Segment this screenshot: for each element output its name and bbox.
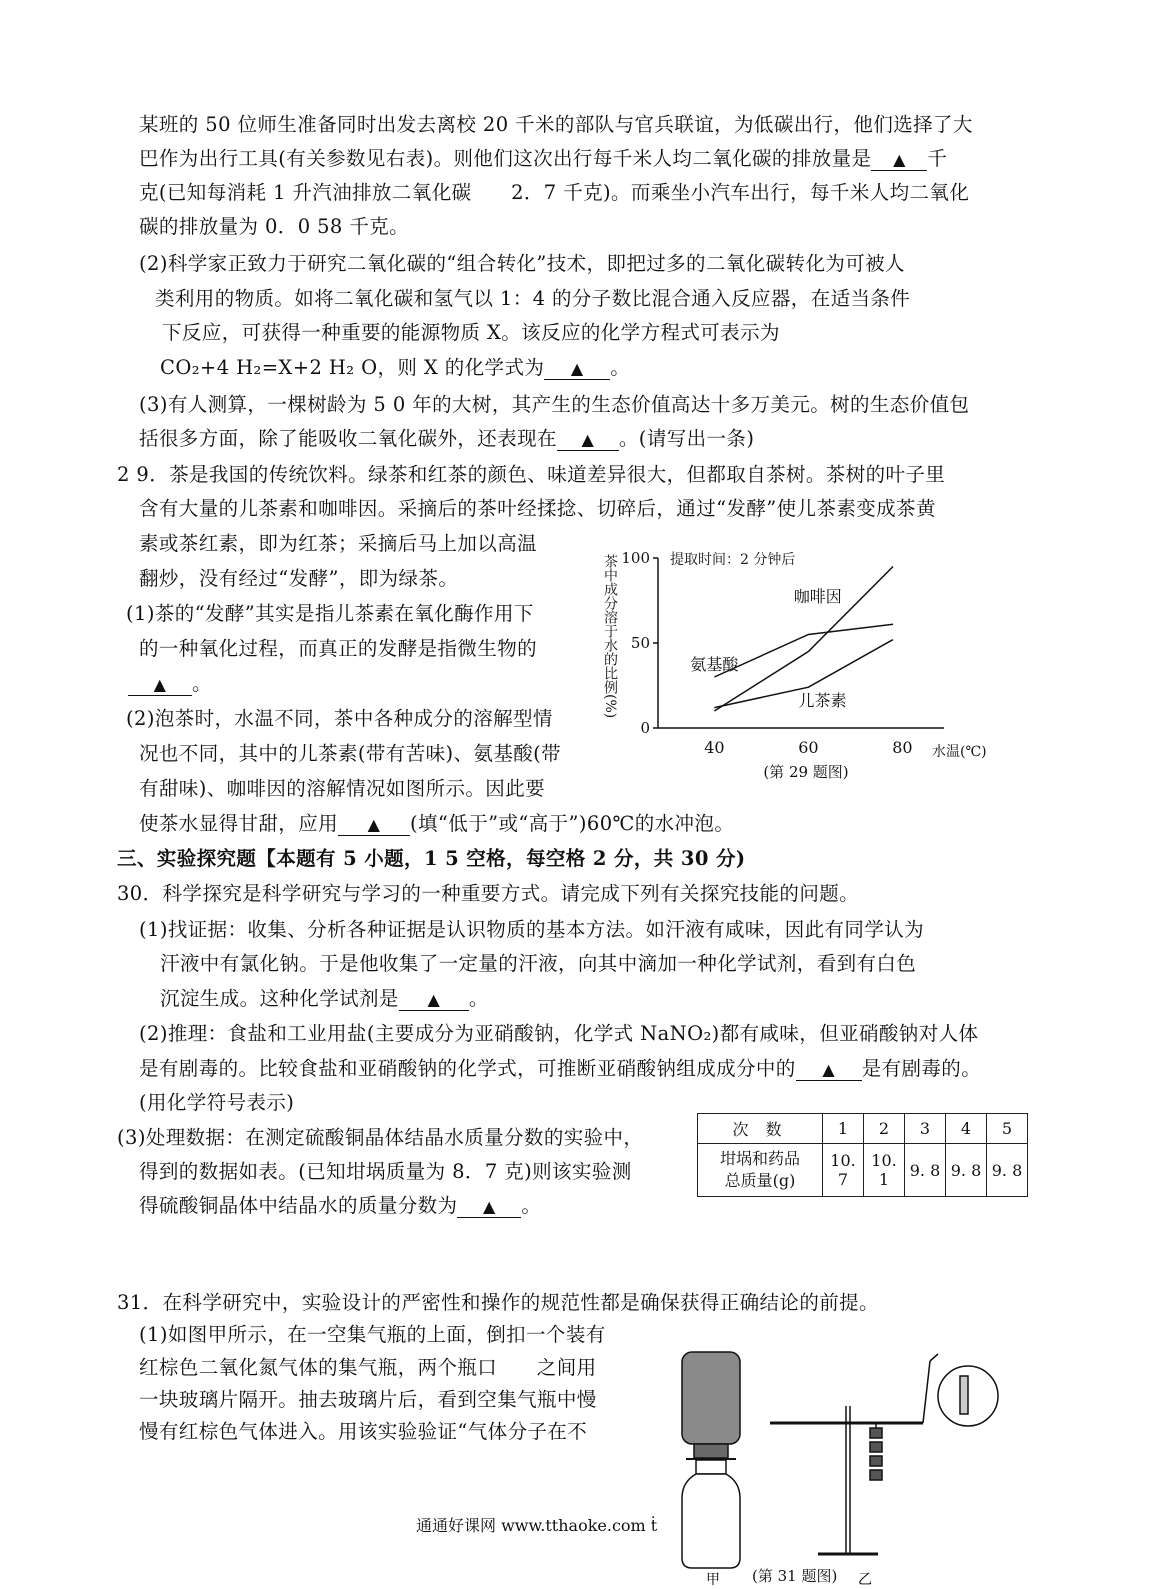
chart-caption: (第 29 题图) [763, 763, 849, 781]
x-tick-label: 80 [892, 738, 913, 757]
q28-part2-line4 [160, 355, 630, 381]
q29-line4: 翻炒，没有经过“发酵”，即为绿茶。 [139, 567, 459, 590]
q31-part1-line2: 红棕色二氧化氮气体的集气瓶，两个瓶口 之间用 [139, 1356, 597, 1379]
answer-triangle: ▲ [570, 359, 584, 378]
answer-blank[interactable] [338, 814, 410, 836]
table-header-label: 次 数 [698, 1114, 823, 1144]
q28-part3-tail: 。(请写出一条) [618, 427, 755, 450]
table-row-label-line2: 总质量(g) [724, 1171, 796, 1190]
figure-label-yi: 乙 [858, 1572, 872, 1586]
answer-blank[interactable] [796, 1059, 862, 1081]
table-row-label [698, 1144, 823, 1197]
answer-triangle: ▲ [427, 990, 441, 1009]
q29-part2-line3: 有甜味)、咖啡因的溶解情况如图所示。因此要 [139, 777, 546, 800]
q29-part1-line3 [128, 671, 212, 697]
x-axis-label: 水温(℃) [932, 744, 987, 760]
table-cell: 9. 8 [987, 1144, 1028, 1197]
q28-part3-text: 括很多方面，除了能吸收二氧化碳外，还表现在 [139, 427, 557, 450]
q28-part2-tail: 。 [610, 356, 631, 379]
gas-bottles-illustration [682, 1352, 740, 1568]
table-cell: 3 [905, 1114, 946, 1144]
q29-part1-line2: 的一种氧化过程，而真正的发酵是指微生物的 [139, 637, 538, 660]
x-tick-label: 60 [798, 738, 819, 757]
series-label: 氨基酸 [690, 655, 739, 675]
answer-blank[interactable] [128, 674, 192, 696]
answer-blank[interactable] [557, 429, 619, 451]
q31-figure-caption: (第 31 题图) [752, 1567, 838, 1585]
q31-line1: 31．在科学研究中，实验设计的严密性和操作的规范性都是确保获得正确结论的前提。 [117, 1291, 879, 1314]
q28-line2-text: 巴作为出行工具(有关参数见右表)。则他们这次出行每千米人均二氧化碳的排放量是 [139, 147, 872, 170]
q29-line3: 素或茶红素，即为红茶；采摘后马上加以高温 [139, 532, 538, 555]
q28-line3: 克(已知每消耗 1 升汽油排放二氧化碳 2．7 千克)。而乘坐小汽车出行，每千米人均二氧化 [139, 181, 970, 204]
table-cell: 2 [864, 1114, 905, 1144]
figure-label-jia: 甲 [706, 1572, 720, 1586]
answer-triangle: ▲ [153, 675, 167, 694]
answer-triangle: ▲ [581, 430, 595, 449]
answer-triangle: ▲ [822, 1060, 836, 1079]
table-cell: 4 [946, 1114, 987, 1144]
q30-part1-line3 [160, 986, 489, 1012]
y-tick-label: 0 [640, 719, 650, 737]
q29-part2-line4 [139, 811, 734, 837]
series-line [714, 624, 893, 677]
q28-line1: 某班的 50 位师生准备同时出发去离校 20 千米的部队与官兵联谊，为低碳出行，他们选择了大 [139, 113, 973, 136]
table-cell: 9. 8 [946, 1144, 987, 1197]
q28-line4: 碳的排放量为 0．0 58 千克。 [139, 215, 410, 238]
q30-part1-line1: (1)找证据：收集、分析各种证据是认识物质的基本方法。如汗液有咸味，因此有同学认为 [139, 918, 925, 941]
q31-part1-line1: (1)如图甲所示，在一空集气瓶的上面，倒扣一个装有 [139, 1323, 606, 1346]
q30-part2-tail: 是有剧毒的。 [861, 1057, 982, 1080]
answer-blank[interactable] [399, 989, 469, 1011]
table-row [698, 1144, 1028, 1197]
q30-part2-text: 是有剧毒的。比较食盐和亚硝酸钠的化学式，可推断亚硝酸钠组成成分中的 [139, 1057, 796, 1080]
section3-title: 三、实验探究题【本题有 5 小题，1 5 空格，每空格 2 分，共 30 分) [117, 847, 746, 870]
q30-part3-line2: 得到的数据如表。(已知坩埚质量为 8．7 克)则该实验测 [139, 1160, 632, 1183]
q28-part3-line1: (3)有人测算，一棵树龄为 5 0 年的大树，其产生的生态价值高达十多万美元。树的生态价值包 [139, 393, 970, 416]
chart-title: 提取时间：2 分钟后 [670, 552, 796, 568]
q29-part2-tail: (填“低于”或“高于”)60℃的水冲泡。 [410, 812, 735, 835]
q28-line2 [139, 146, 947, 172]
q29-part2-line1: (2)泡茶时，水温不同，茶中各种成分的溶解型情 [126, 707, 553, 730]
answer-blank[interactable] [871, 149, 927, 171]
q28-equation-text: CO₂+4 H₂=X+2 H₂ O，则 X 的化学式为 [160, 356, 545, 379]
answer-triangle: ▲ [367, 815, 381, 834]
q31-part1-line3: 一块玻璃片隔开。抽去玻璃片后，看到空集气瓶中慢 [139, 1388, 597, 1411]
q30-part2-line3: (用化学符号表示) [139, 1091, 295, 1114]
q30-part3-line1: (3)处理数据：在测定硫酸铜晶体结晶水质量分数的实验中， [117, 1126, 644, 1149]
y-tick-label: 100 [621, 549, 650, 567]
q29-line1: 2 9．茶是我国的传统饮料。绿茶和红茶的颜色、味道差异很大，但都取自茶树。茶树的叶子里 [117, 463, 946, 486]
table-cell: 10. 7 [823, 1144, 864, 1197]
y-axis-label: 茶中成分溶于水的比例(%) [602, 554, 618, 719]
q29-line2: 含有大量的儿茶素和咖啡因。采摘后的茶叶经揉捻、切碎后，通过“发酵”使儿茶素变成茶黄 [139, 497, 936, 520]
q30-part2-line1: (2)推理：食盐和工业用盐(主要成分为亚硝酸钠，化学式 NaNO₂)都有咸味，但亚硝酸钠对人体 [139, 1022, 979, 1045]
q29-part1-tail: 。 [192, 672, 212, 695]
q30-part2-line2 [139, 1056, 981, 1082]
q28-part2-line3: 下反应，可获得一种重要的能源物质 X。该反应的化学方程式可表示为 [162, 321, 780, 344]
answer-blank[interactable] [544, 358, 610, 380]
q30-part1-line2: 汗液中有氯化钠。于是他收集了一定量的汗液，向其中滴加一种化学试剂，看到有白色 [160, 952, 917, 975]
series-label: 儿茶素 [798, 690, 847, 710]
table-cell: 1 [823, 1114, 864, 1144]
table-cell: 10. 1 [864, 1144, 905, 1197]
y-tick-label: 50 [630, 634, 650, 652]
x-tick-label: 40 [704, 738, 725, 757]
q31-part1-line4: 慢有红棕色气体进入。用该实验验证“气体分子在不 [139, 1420, 588, 1443]
q30-data-table [697, 1113, 1028, 1197]
q28-part2-line2: 类利用的物质。如将二氧化碳和氢气以 1：4 的分子数比混合通入反应器，在适当条件 [155, 287, 911, 310]
page-footer-watermark: 通通好课网 www.tthaoke.com ṫ [416, 1516, 658, 1535]
q30-part3-text: 得硫酸铜晶体中结晶水的质量分数为 [139, 1194, 458, 1217]
table-row-label-line1: 坩埚和药品 [719, 1149, 800, 1168]
answer-blank[interactable] [457, 1196, 521, 1218]
q29-part1-line1: (1)茶的“发酵”其实是指儿茶素在氧化酶作用下 [126, 602, 534, 625]
q28-line2-tail: 千 [927, 147, 948, 170]
table-header-row [698, 1114, 1028, 1144]
q29-part2-line2: 况也不同，其中的儿茶素(带有苦味)、氨基酸(带 [139, 742, 562, 765]
q30-part1-text: 沉淀生成。这种化学试剂是 [160, 987, 399, 1010]
q30-part3-tail: 。 [521, 1194, 542, 1217]
lever-stand-illustration [770, 1354, 998, 1554]
q28-part3-line2 [139, 426, 754, 452]
q28-part2-line1: (2)科学家正致力于研究二氧化碳的“组合转化”技术，即把过多的二氧化碳转化为可被人 [139, 252, 905, 275]
q29-line-chart [598, 532, 998, 794]
q29-part2-text: 使茶水显得甘甜，应用 [139, 812, 339, 835]
series-label: 咖啡因 [793, 587, 842, 607]
answer-triangle: ▲ [483, 1197, 496, 1216]
q30-part1-tail: 。 [468, 987, 489, 1010]
q30-line1: 30．科学探究是科学研究与学习的一种重要方式。请完成下列有关探究技能的问题。 [117, 882, 860, 905]
q31-apparatus-figure [668, 1336, 1008, 1586]
q30-part3-line3 [139, 1193, 541, 1219]
table-cell: 5 [987, 1114, 1028, 1144]
answer-triangle: ▲ [893, 150, 906, 169]
table-cell: 9. 8 [905, 1144, 946, 1197]
